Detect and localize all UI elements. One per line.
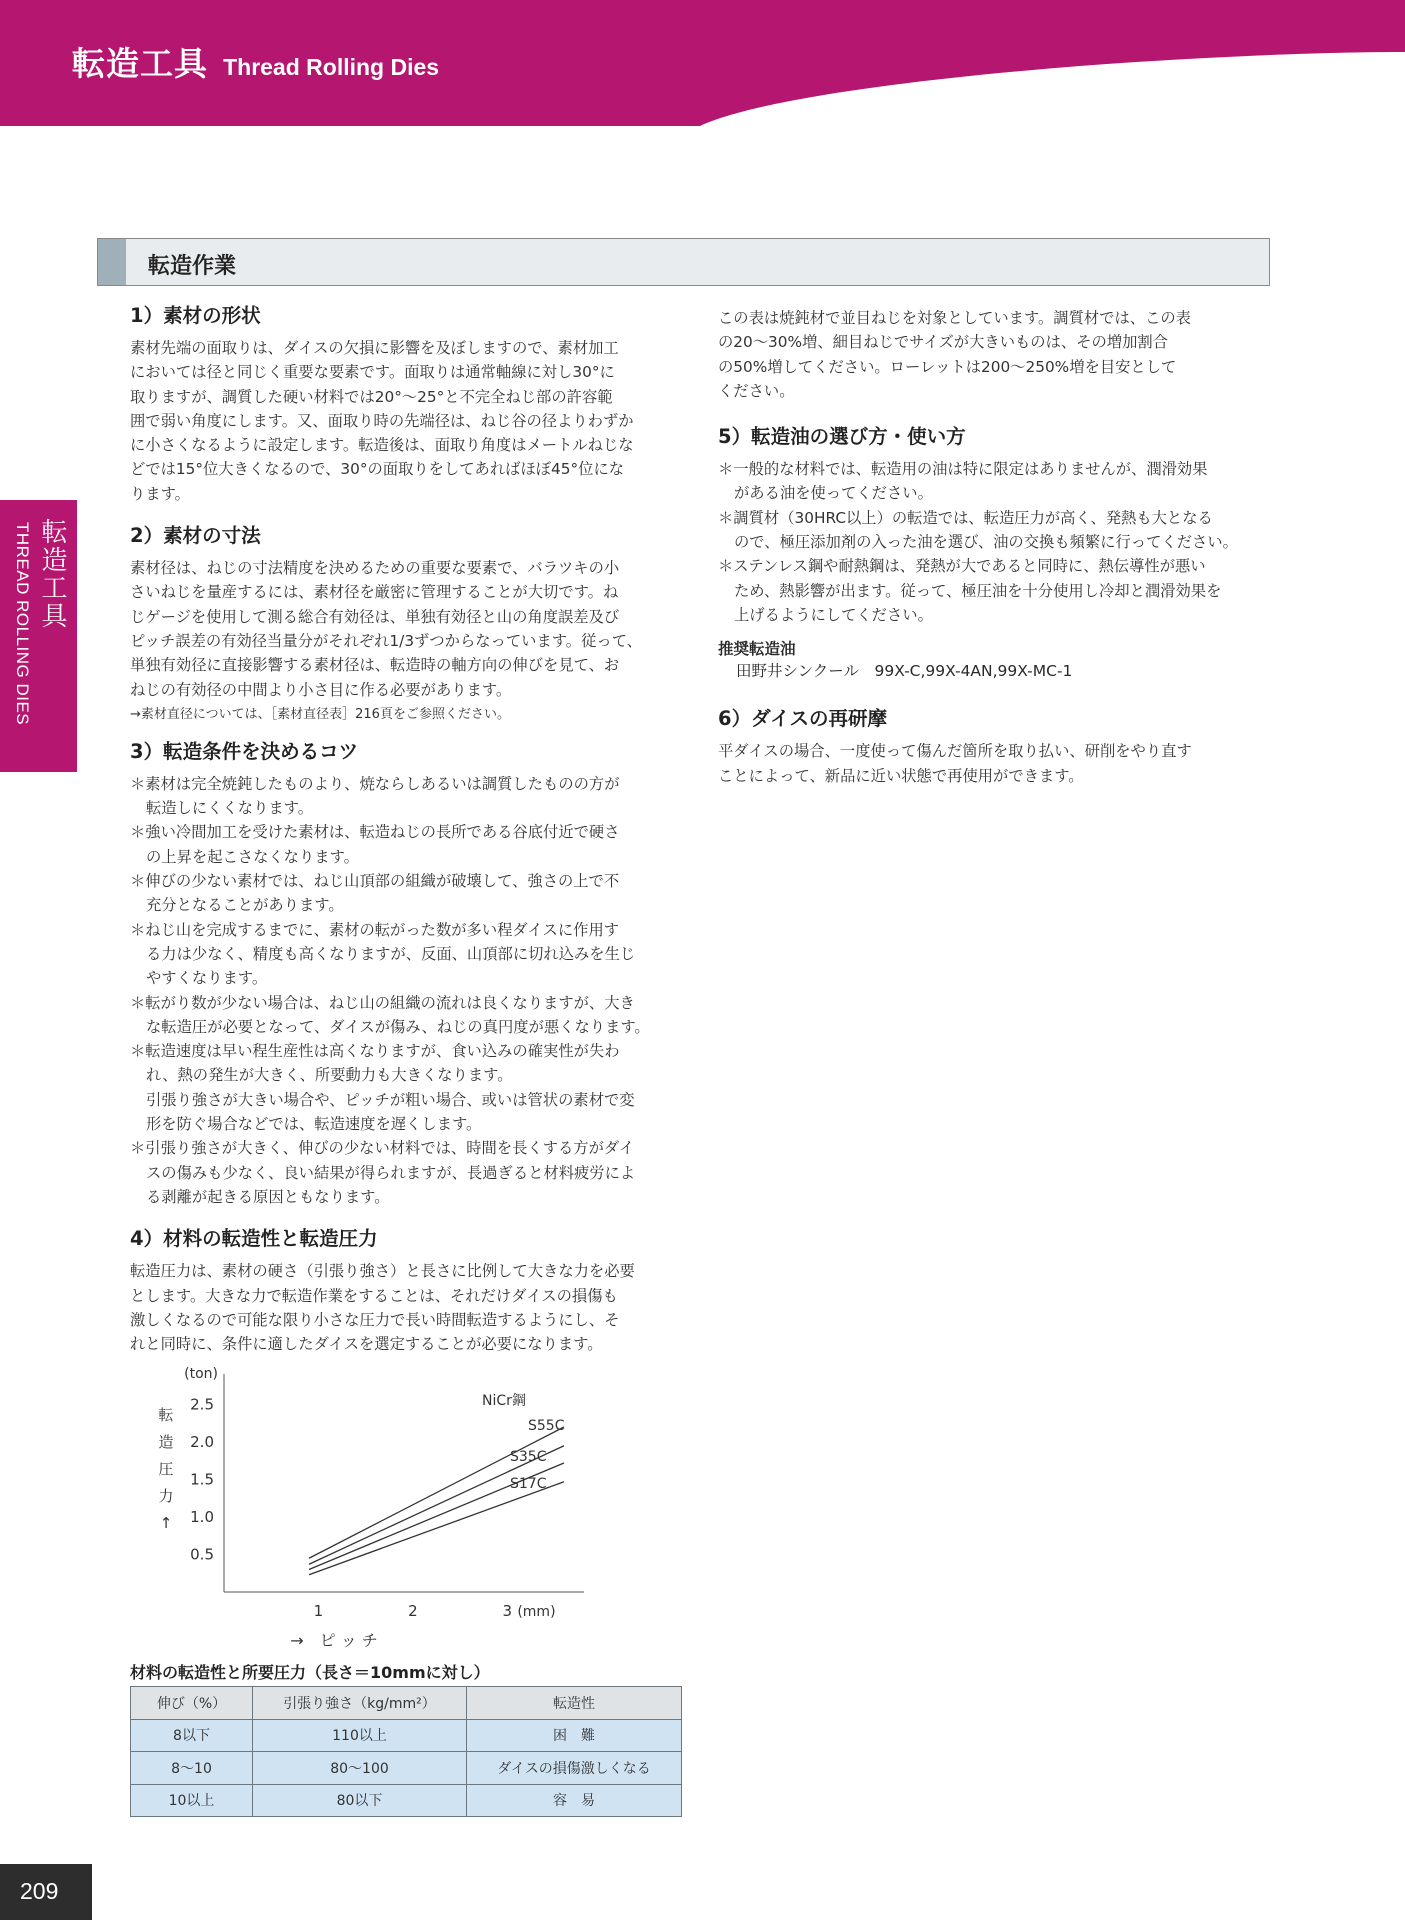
table-row (131, 1719, 682, 1752)
table-header-row (131, 1687, 682, 1720)
table-cell: 110以上 (253, 1719, 467, 1752)
table-cell: 困 難 (467, 1719, 682, 1752)
s3-bullet: ＊転がり数が少ない場合は、ねじ山の組織の流れは良くなりますが、大き な転造圧が必要となって、ダイスが傷み、ねじの真円度が悪くなります。 (130, 993, 650, 1036)
table-row (131, 1752, 682, 1785)
s3-bullet: ＊素材は完全焼鈍したものより、焼ならしあるいは調質したものの方が 転造しにくくなります。 (130, 774, 620, 818)
s5-bullets (718, 457, 1273, 627)
y-tick-label: 0.5 (190, 1545, 214, 1564)
s3-bullet: ＊ねじ山を完成するまでに、素材の転がった数が多い程ダイスに作用す る力は少なく、精度も高くなりますが、反面、山頂部に切れ込みを生じ やすくなります。 (130, 920, 636, 988)
x-axis-label: → ピ ッ チ (290, 1631, 378, 1650)
s4-heading: 4）材料の転造性と転造圧力 (130, 1227, 378, 1251)
header-title-jp: 転造工具 (72, 44, 208, 83)
page-number: 209 (0, 1864, 92, 1920)
y-axis-label: ↑ (159, 1514, 173, 1532)
table-header: 転造性 (467, 1687, 682, 1720)
section-accent (98, 239, 126, 285)
pressure-chart-svg (130, 1362, 630, 1652)
series-label: S17C (510, 1475, 547, 1492)
page-header (0, 0, 1405, 130)
s2-body: 素材径は、ねじの寸法精度を決めるための重要な要素で、バラツキの小 さいねじを量産するには、素材径を厳密に管理することが大切です。ね じゲージを使用して測る総合有効径は、単独有効径と山の角度誤差及び ピッチ誤差の有効径当量分がそれぞれ1/3ずつからなっています。従って、 単独有効径に直接影響する素材径は、転造時の軸方向の伸びを見て、お ねじの有効径の中間より小さ目に作る必要があります。 (130, 559, 642, 699)
spec-table (130, 1686, 682, 1817)
left-column (130, 300, 685, 1356)
s5-bullet: ＊一般的な材料では、転造用の油は特に限定はありませんが、潤滑効果 がある油を使ってください。 (718, 460, 1208, 503)
s4-cont-body: この表は焼鈍材で並目ねじを対象としています。調質材では、この表 の20～30%増、細目ねじでサイズが大きいものは、その増加割合 の50%増してください。ローレットは200～250%増を目安として ください。 (718, 309, 1191, 400)
s3-bullet: ＊強い冷間加工を受けた素材は、転造ねじの長所である谷底付近で硬さ の上昇を起こさなくなります。 (130, 823, 620, 866)
table-cell: ダイスの損傷激しくなる (467, 1752, 682, 1785)
s1-heading: 1）素材の形状 (130, 304, 261, 327)
table-header: 伸び（%） (131, 1687, 253, 1720)
header-title-en: Thread Rolling Dies (223, 54, 440, 80)
s3-bullet: ＊引張り強さが大きく、伸びの少ない材料では、時間を長くする方がダイ スの傷みも少なく、良い結果が得られますが、長過ぎると材料疲労によ る剥離が起きる原因ともなります。 (130, 1139, 636, 1206)
pressure-chart (130, 1362, 630, 1652)
s3-last-bullets (130, 1136, 685, 1209)
series-line (309, 1427, 564, 1558)
series-label: S35C (510, 1449, 547, 1465)
s5-bullet: ＊ステンレス鋼や耐熱鋼は、発熱が大であると同時に、熱伝導性が悪い ため、熱影響が出ます。従って、極圧油を十分使用し冷却と潤滑効果を 上げるようにしてください。 (718, 557, 1222, 624)
y-tick-label: 2.0 (190, 1433, 214, 1451)
section-bar (97, 238, 1270, 286)
s3-heading: 3）転造条件を決めるコツ (130, 739, 359, 763)
table-cell: 80～100 (253, 1752, 467, 1785)
s3-indent: 引張り強さが大きい場合や、ピッチが粗い場合、或いは管状の素材で変 形を防ぐ場合などでは、転造速度を遅くします。 (146, 1090, 635, 1134)
s3-bullet: ＊伸びの少ない素材では、ねじ山頂部の組織が破壊して、強さの上で不 充分となることがあります。 (130, 872, 620, 915)
side-tab-jp: 転造工具 (37, 518, 67, 630)
series-label: S55C (528, 1417, 565, 1434)
y-axis-label: 力 (158, 1487, 174, 1505)
s1-body: 素材先端の面取りは、ダイスの欠損に影響を及ぼしますので、素材加工 においては径と同じく重要な要素です。面取りは通常軸線に対し30°に 取りますが、調質した硬い材料では20°～25°と不完全ねじ部の許容範 囲で弱い角度にします。又、面取り時の先端径は、ねじ谷の径よりわずか に小さくなるように設定します。転造後は、面取り角度はメートルねじな どでは15°位大きくなるので、30°の面取りをしてあればほぼ45°位にな ります。 (130, 339, 634, 503)
x-tick-label: 3 (502, 1602, 513, 1620)
oil-heading: 推奨転造油 (718, 640, 796, 659)
x-unit-label: (mm) (517, 1604, 556, 1620)
s2-note: →素材直径については、［素材直径表］216頁をご参照ください。 (130, 706, 510, 722)
y-axis-label: 造 (158, 1433, 174, 1451)
side-tab (0, 500, 77, 772)
s5-bullet: ＊調質材（30HRC以上）の転造では、転造圧力が高く、発熱も大となる ので、極圧添加剤の入った油を選び、油の交換も頻繁に行ってください。 (718, 508, 1238, 552)
side-tab-en: THREAD ROLLING DIES (13, 522, 32, 726)
y-axis-label: 転 (158, 1406, 174, 1424)
table-cell: 8以下 (131, 1719, 253, 1752)
s3-bullet: ＊転造速度は早い程生産性は高くなりますが、食い込みの確実性が失わ れ、熱の発生が大きく、所要動力も大きくなります。 (130, 1042, 620, 1085)
s4-body: 転造圧力は、素材の硬さ（引張り強さ）と長さに比例して大きな力を必要 とします。大きな力で転造作業をすることは、それだけダイスの損傷も 激しくなるので可能な限り小さな圧力で長い時間転造するようにし、そ れと同時に、条件に適したダイスを選定することが必要になります。 (130, 1262, 635, 1354)
x-tick-label: 2 (408, 1602, 418, 1620)
table-cell: 容 易 (467, 1784, 682, 1817)
table-header: 引張り強さ（kg/mm²） (253, 1687, 467, 1720)
series-label: NiCr鋼 (482, 1393, 526, 1409)
s3-bullets (130, 772, 685, 1088)
table-title: 材料の転造性と所要圧力（長さ＝10mmに対し） (130, 1663, 490, 1682)
s5-heading: 5）転造油の選び方・使い方 (718, 425, 966, 449)
y-tick-label: 2.5 (190, 1395, 214, 1414)
series-line (309, 1482, 564, 1575)
y-tick-label: 1.0 (190, 1508, 214, 1526)
s6-heading: 6）ダイスの再研摩 (718, 707, 887, 731)
x-tick-label: 1 (313, 1602, 324, 1620)
y-tick-label: 1.5 (190, 1470, 214, 1489)
table-cell: 10以上 (131, 1784, 253, 1817)
s2-heading: 2）素材の寸法 (130, 524, 261, 548)
right-column (718, 306, 1273, 788)
table-cell: 8～10 (131, 1752, 253, 1785)
section-title: 転造作業 (148, 254, 237, 279)
table-row (131, 1784, 682, 1817)
y-axis-label: 圧 (158, 1460, 174, 1478)
table-cell: 80以下 (253, 1784, 467, 1817)
oil-line: 田野井シンクール 99X-C,99X-4AN,99X-MC-1 (736, 662, 1073, 681)
header-title (72, 38, 439, 85)
y-unit-label: (ton) (184, 1366, 218, 1382)
s6-body: 平ダイスの場合、一度使って傷んだ箇所を取り払い、研削をやり直す ことによって、新品に近い状態で再使用ができます。 (718, 742, 1192, 785)
